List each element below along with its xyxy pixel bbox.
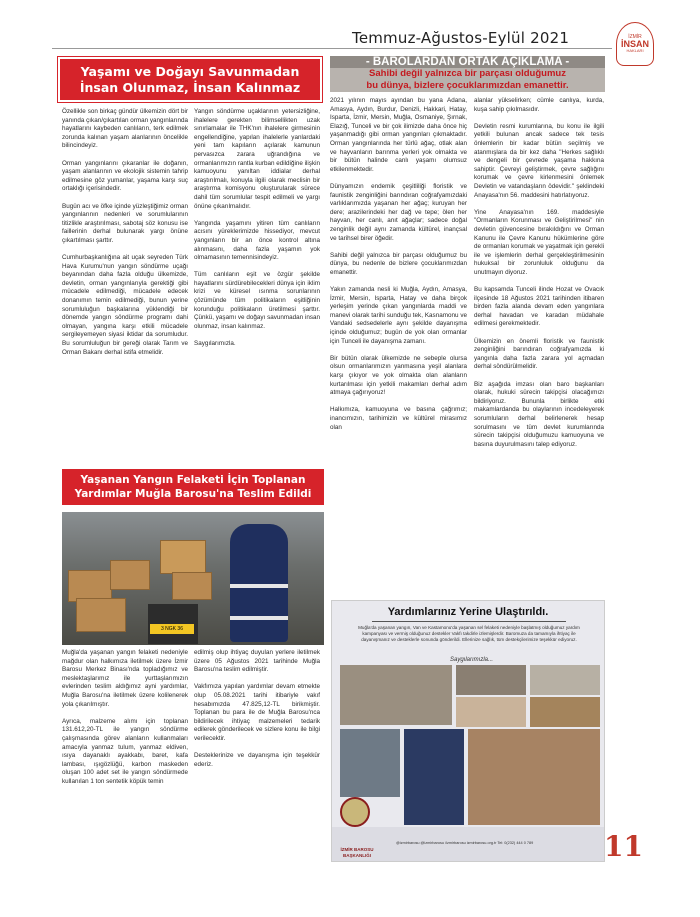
paragraph: Dünyamızın endemik çeşitliliği floristik ve faunistik zenginliğini barındıran coğrafyamızdaki varlıklarımızda yaşanan her ağaç; kuruyan her dere; arazilerindeki her dağ ve tepe; ölen her hayvan, her canlı, anıt ağaçlar; sadece doğal zenginlik değil aynı zamanda kültürel, inançsal ve tarihsel birer öğedir. — [330, 182, 467, 242]
paragraph: edilmiş olup ihtiyaç duyulan yerlere iletilmek üzere 05 Ağustos 2021 tarihinde Muğla Barosu'na teslim edilmiştir. — [194, 649, 320, 674]
paragraph: Yangında yaşamını yitiren tüm canlıların acısını yüreklerimizde hissediyor, mevcut yangınların bir an önce kontrol altına alınmasını, daha fazla yaşamın yok olmamasının temennisindeyiz. — [194, 219, 320, 262]
aid-supplies-photo — [340, 729, 400, 797]
aid-supplies-photo — [456, 697, 526, 727]
logo-bottom-text: HAKLARI — [626, 48, 644, 54]
aid-supplies-photo — [530, 697, 600, 727]
article3-subtitle-line1: Sahibi değil yalnızca bir parçası olduğumuz — [369, 68, 566, 79]
paragraph: Bir bütün olarak ülkemizde ne sebeple olursa olsun ormanlarımızın yanmasına yeşil alanlara karşı çıkıyor ve yok olmakta olan alanların kurtarılması için yetkili makamları derhal adım atmaya çağırıyoruz! — [330, 354, 467, 397]
poster-divider — [372, 621, 566, 622]
poster-social-links: @izmirbarosu @izmirbarosu /izmirbarosu izmirbarosu.org.tr Tel: 0(232) 444 0 789 — [396, 841, 534, 845]
article1-column2 — [194, 108, 320, 357]
paragraph: Halkımıza, kamuoyuna ve basına çağrımız; inancımızın, tarihimizin ve kültürel mirasımız olan — [330, 406, 467, 431]
paragraph: Muğla'da yaşanan yangın felaketi nedeniyle mağdur olan halkımıza iletilmek üzere İzmir Barosu Merkez Binası'nda topladığımız ve meslektaşlarımız ile yurttaşlarımızın evlerinden teslim aldığımız ayni yardımlar, Muğla Barosu'na iletilmek üzere kolilenerek yola çıkarılmıştır. — [62, 649, 188, 708]
page-number: 11 — [604, 830, 643, 863]
paragraph: Bugün acı ve öfke içinde yüzleştiğimiz orman yangınlarının nedenleri ve sorumlularının titizlikle araştırılması, sabotaj söz konusu ise faillerinin derhal bulunarak yargı önüne çıkartılması şarttır. — [62, 202, 188, 244]
paragraph: Biz aşağıda imzası olan baro başkanları olarak, hukuki sürecin takipçisi olacağımızı bildiriyoruz. Bununla birlikte etki makamlardanda bu olaylarının incedeleyerek sorumluların derhal belirlenerek hesap sorulmasını ve tüm devlet kurumlarında sürecin takipçisi olduğumuzu kamuoyuna ve basına duyurulmasını talep ediyoruz. — [474, 380, 604, 448]
cardboard-box — [160, 540, 206, 574]
article1-title-line2: İnsan Olunmaz, İnsan Kalınmaz — [79, 79, 301, 95]
paragraph: Tüm canlıların eşit ve özgür şekilde hayatlarını sürdürebilecekleri dünya için iklim krizi ve küresel ısınma sorunlarının çözümünde tüm politikaların eşitliğinin korunduğu politikaların üretilmesi şarttır. Çünkü, yaşamı ve doğayı savunmadan insan olunmaz, insan kalınmaz. — [194, 271, 320, 330]
license-plate: 3 NGK 36 — [150, 624, 194, 634]
article3-heading: - BAROLARDAN ORTAK AÇIKLAMA - — [330, 56, 605, 68]
logo-top-text: İZMİR — [628, 33, 642, 40]
paragraph: Cumhurbaşkanlığına ait uçak seyreden Türk Hava Kurumu'nun yangın söndürme uçağı beyanından daha fazla olduğu ülkemizde, devletin, orman yangınlarıyla gerektiği gibi mücadele edilmediği, mücadele edecek donanımın temin edilmediği, bunun yerine sorumluluğun başkalarına yüklendiği bir dönemde yangın söndürme programı dahi olmayan, yangına karşı etkili mücadele sergileyemeyen siyasi iktidar da sorumludur. Bu sorumluluğun bir gereği olarak Tarım ve Orman Bakanı derhal istifa etmelidir. — [62, 254, 188, 356]
reflective-stripe — [230, 616, 288, 620]
poster-title: Yardımlarınız Yerine Ulaştırıldı. — [387, 606, 549, 618]
paragraph: Ülkemizin en önemli floristik ve faunistik zenginliğini barındıran coğrafyamızda ki yangınla daha fazla zarara yol açmadan derhal söndürülmelidir. — [474, 337, 604, 371]
cardboard-box — [76, 598, 126, 632]
cardboard-box — [172, 572, 212, 600]
paragraph: Saygılarımızla. — [194, 340, 236, 348]
article3-column2 — [474, 97, 604, 458]
logo-main-text: İNSAN — [620, 38, 649, 49]
aid-supplies-photo — [456, 665, 526, 695]
poster-intro-text: Muğla'da yaşanan yangın, Van ve Kastamonu'da yaşanan sel felaketi nedeniyle başlatmış olduğumuz yardım kampanyası ve vermiş olduğunuz destekler Vakfı takdirle izlemişlerdir. Baromuza da tamamıyla ihtiyaç ile dayanışmanız ve desteklerle sonunda gönderildi. Ellerinize sağlık, tüm destekçilerimize teşekkür ediyoruz. — [358, 625, 580, 642]
reflective-stripe — [230, 584, 288, 588]
article2-title-line1: Yaşanan Yangın Felaketi İçin Toplanan — [80, 474, 306, 486]
firefighter-suit — [230, 524, 288, 642]
article3-title-banner — [330, 56, 605, 92]
article1-column1 — [62, 108, 188, 366]
header-divider — [52, 48, 612, 49]
bar-association-seal — [340, 797, 370, 827]
org-line1: İZMİR BAROSU — [340, 847, 374, 852]
paragraph: Yakın zamanda nesli ki Muğla, Aydın, Amasya, İzmir, Mersin, Isparta, Hatay ve daha birçok yerleşim yerinde çıkan yangınlarda maddi ve manevi olarak tarihi sunduğu tek, Kasnamonu ve Vandaki sedsedelerle aynı şekilde dayanışma içinde olduğumuz; bugün de yok olan ormanlar için Tunceli ile dayanışma zamanı. — [330, 286, 467, 345]
paragraph: Orman yangınlarını çıkaranlar ile doğanın, yaşam alanlarının ve ekolojik sistemin tahrip edilmesine göz yumanlar, yaşama karşı suç ortaklığı içerisindedir. — [62, 159, 188, 193]
aid-supplies-photo — [530, 665, 600, 695]
paragraph: Bu kapsamda Tunceli ilinde Hozat ve Ovacık ilçesinde 18 Ağustos 2021 tarihinden itibaren birden fazla alanda devam eden yangınlara derhal havadan ve karadan müdahale edilmesi gerekmektedir. — [474, 286, 604, 328]
article3-column1 — [330, 97, 467, 441]
poster-thanks-text: Saygılarımızla... — [450, 657, 494, 663]
paragraph: Sahibi değil yalnızca bir parçası olduğumuz bu dünya, bu nedenle de bizlere çocuklarımızdan emanettir. — [330, 251, 467, 276]
article2-title-banner — [62, 469, 324, 505]
article2-column1 — [62, 649, 188, 795]
poster-organization — [336, 847, 378, 858]
firefighter-suits-photo — [404, 729, 464, 825]
cardboard-box — [110, 560, 150, 590]
aid-delivered-poster — [331, 600, 605, 862]
article2-title-line2: Yardımlar Muğla Barosu'na Teslim Edildi — [74, 488, 312, 500]
paragraph: Yangın söndürme uçaklarının yetersizliğine, ihalelere gerekten bilimsellikten uzak sınırlamalar ile THK'nın ihalelere girmesinin engellendiğine, yapılan ihalelerle yanlardaki yeni tam kapıların açılarak kamunun pervasızca zarara uğrandığına ve ormanlarımızın rantla kurban edildiğine ilişkin kamuoyunu yanıltan iddialar derhal araştırılmalı, konuyla ilgili olarak meclisin bir araştırma komisyonu oluşturularak sürece dahil tüm sorumlular tespit edilmeli ve yargı önüne çıkarılmalıdır. — [194, 108, 320, 210]
article3-subtitle-line2: bu dünya, bizlere çocuklarımızdan emanettir. — [366, 80, 569, 91]
paragraph: Özellikle son birkaç gündür ülkemizin dört bir yanında çıkan/çıkartılan orman yangınlarında hayatlarını kaybeden canlıların, terk edilmek zorunda kalınan yaşam alanlarının öncelikle bilincindeyiz. — [62, 108, 189, 150]
aid-supplies-photo — [468, 729, 600, 825]
org-line2: BAŞKANLIĞI — [343, 852, 371, 858]
paragraph: Yine Anayasa'nın 169. maddesiyle "Ormanların Korunması ve Geliştirilmesi" nin devletin güvencesine bırakıldığını ve Orman Kanunu ile Çevre Kanunu hükümlerine göre de ormanları korumak ve yaşatmak için gerekli ile ve işlemlerin derhal gerçekleştirilmesinin hukuksal bir zorunluluk olduğunu da unutmayın diyoruz. — [474, 208, 604, 276]
donation-boxes-photo — [62, 512, 324, 645]
article1-title-banner — [58, 57, 322, 102]
aid-supplies-photo — [340, 665, 452, 725]
header-logo — [616, 22, 654, 66]
article2-column2 — [194, 649, 320, 778]
article1-title-line1: Yaşamı ve Doğayı Savunmadan — [80, 63, 300, 79]
paragraph: Devletin resmi kurumlarına, bu konu ile ilgili yetkili bulunan ancak sadece tek tesis önlemlerin bir kadar bütün seçilmiş ve atanmışlara da bir kez daha "Herkes sağlıklı ve dengeli bir çevrede yaşama hakkına sahiptir. Çevreyi geliştirmek, çevre sağlığını korumak ve çevre kirlenmesini önlemek Devletin ve vatandaşların ödevidir." şeklindeki Anayasa'nın 56. maddesini hatırlatıyoruz. — [474, 122, 604, 199]
page-header-issue: Temmuz-Ağustos-Eylül 2021 — [352, 29, 570, 47]
paragraph: alanlar yükselirken; cümle canlıya, kurda, kuşa sahip çıkılmasıdır. — [474, 97, 604, 113]
paragraph: Desteklerinize ve dayanışma için teşekkür ederiz. — [194, 752, 320, 768]
paragraph: Ayrıca, malzeme alımı için toplanan 131.612,20-TL ile yangın söndürme çalışmasında görev alanların kullanmaları amacıyla yanmaz tulum, yanmaz eldiven, ısıya dayanaklı ayakkabı, baret, kafa lambası, ışıgözlüğü, karbon maskeden oluşan 100 adet set ile yangın söndürmede kullanılan 1 ton sentetik köpük temin — [62, 717, 188, 785]
paragraph: 2021 yılının mayıs ayından bu yana Adana, Amasya, Aydın, Burdur, Denizli, Hakkari, Hatay, Isparta, İzmir, Mersin, Muğla, Osmaniye, Şırnak, Elazığ, Tunceli ve bir çok ilimizde daha önce hiç yaşanmadığı gibi orman yangınları çıkmaktadır. Orman yangınlarında her türlü ağaç, otlak alan ve hayvanların barınma yerleri yok olmakta ve bir bütün halinde canlı yaşamı olumsuz etkilenmektedir. — [330, 97, 467, 173]
paragraph: Vakfımıza yapılan yardımlar devam etmekte olup 05.08.2021 tarihi itibariyle vakıf hesabımızda 47.825,12-TL birikmiştir. Toplanan bu para ile de Muğla Barosu'nca bildirilecek ihtiyaç malzemeleri tedarik edilerek gönderilecek ve sizlere konu ile bilgi verilecektir. — [194, 683, 320, 742]
